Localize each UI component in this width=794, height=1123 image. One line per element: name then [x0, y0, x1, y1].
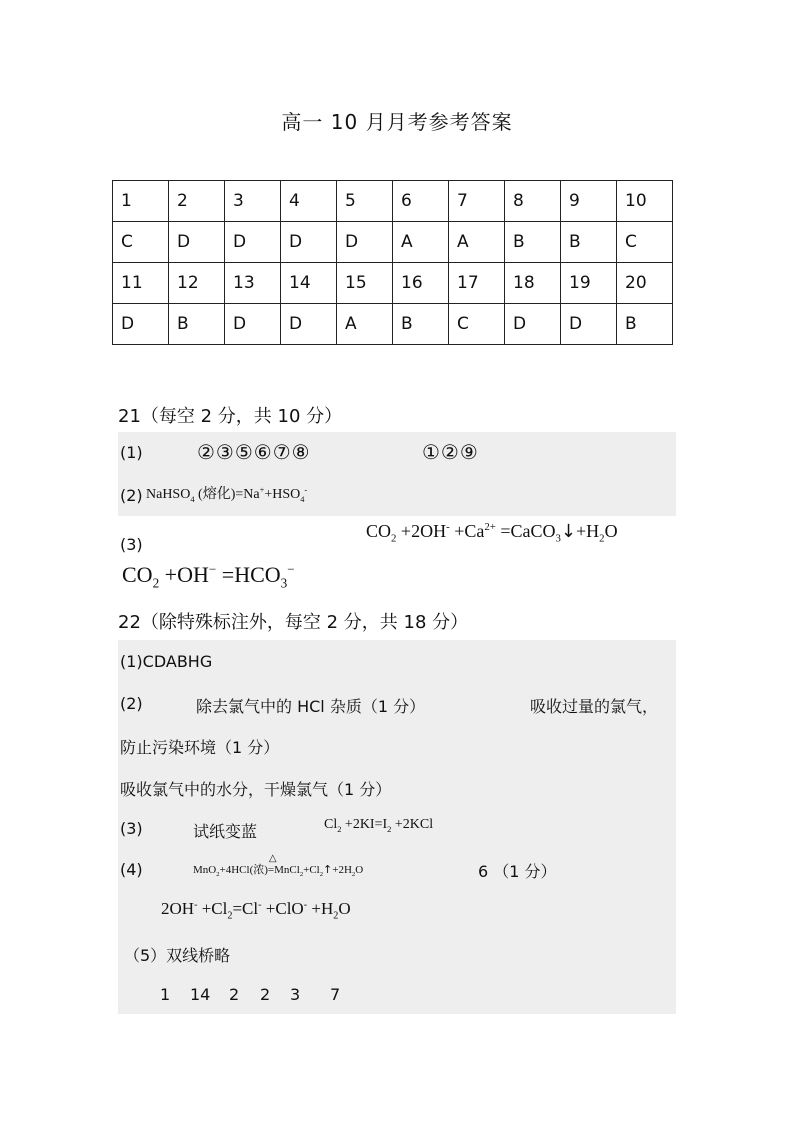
question-number-cell: 14 [281, 263, 337, 304]
q22-p3-label: (3) [120, 819, 143, 838]
q21-p1-answer-b: ①②⑨ [422, 440, 479, 464]
answer-cell: D [337, 222, 393, 263]
answer-row [113, 263, 673, 304]
answer-row [113, 222, 673, 263]
question-number-cell: 15 [337, 263, 393, 304]
q22-p3-answer-a: 试纸变蓝 [193, 822, 258, 841]
q21-p3-equation-2: $CO_2 +OH^- =HCO_3^-$ [122, 561, 295, 591]
q22-p5-label: （5）双线桥略 [124, 946, 231, 965]
q22-p2-answer-b: 吸收过量的氯气， [530, 697, 659, 716]
q22-header: 22（除特殊标注外，每空 2 分，共 18 分） [118, 612, 469, 633]
answer-cell: B [169, 304, 225, 345]
q22-p4-equation-2: $2OH^- +Cl_2=Cl^- +ClO^- +H_2O$ [161, 899, 351, 922]
q21-p3-label: (3) [120, 535, 143, 554]
q21-p1-answer-a: ②③⑤⑥⑦⑧ [197, 440, 311, 464]
answer-cell: A [393, 222, 449, 263]
answer-cell: D [561, 304, 617, 345]
question-number-cell: 16 [393, 263, 449, 304]
q21-p3-equation-1: $CO_2 +2OH^- +Ca^{2+}$ $=CaCO_3↓+H_2O$ [366, 521, 618, 545]
question-number-cell: 19 [561, 263, 617, 304]
answer-cell: C [617, 222, 673, 263]
q22-p2-label: (2) [120, 694, 143, 713]
q22-p4-equation: MnO$_2$+4HCl(浓) △ $=MnCl_2+Cl_2↑+2H_2O$ [193, 853, 364, 879]
q22-p5-num-1: 1 [160, 985, 171, 1004]
answer-cell: C [449, 304, 505, 345]
question-number-cell: 4 [281, 181, 337, 222]
question-number-cell: 17 [449, 263, 505, 304]
answer-cell: C [113, 222, 169, 263]
answer-cell: D [281, 222, 337, 263]
question-number-cell: 1 [113, 181, 169, 222]
answer-cell: D [113, 304, 169, 345]
answer-cell: B [561, 222, 617, 263]
question-number-cell: 10 [617, 181, 673, 222]
answer-cell: D [169, 222, 225, 263]
q22-p5-num-2: 14 [190, 985, 211, 1004]
q21-p1-label: (1) [120, 443, 143, 462]
question-number-cell: 3 [225, 181, 281, 222]
q22-p4-score: 6 （1 分） [478, 862, 557, 881]
question-number-cell: 13 [225, 263, 281, 304]
q22-p2-answer-c: 吸收氯气中的水分，干燥氯气（1 分） [120, 780, 392, 799]
question-number-cell: 5 [337, 181, 393, 222]
question-number-cell: 11 [113, 263, 169, 304]
answer-cell: D [281, 304, 337, 345]
answer-cell: D [505, 304, 561, 345]
q22-p5-num-6: 7 [330, 985, 341, 1004]
q22-p4-label: (4) [120, 860, 143, 879]
answer-cell: B [617, 304, 673, 345]
q22-p5-num-3: 2 [229, 985, 240, 1004]
question-number-cell: 9 [561, 181, 617, 222]
answer-cell: B [505, 222, 561, 263]
question-number-cell: 6 [393, 181, 449, 222]
q21-header: 21（每空 2 分，共 10 分） [118, 406, 343, 427]
question-number-cell: 18 [505, 263, 561, 304]
q22-p1: (1)CDABHG [120, 652, 213, 671]
answer-cell: A [337, 304, 393, 345]
q22-p5-num-5: 3 [290, 985, 301, 1004]
answer-cell: B [393, 304, 449, 345]
answer-cell: D [225, 304, 281, 345]
question-number-cell: 8 [505, 181, 561, 222]
answer-row [113, 181, 673, 222]
page-title: 高一 10 月月考参考答案 [281, 110, 513, 134]
q22-p2-answer-a: 除去氯气中的 HCl 杂质（1 分） [196, 697, 426, 716]
question-number-cell: 2 [169, 181, 225, 222]
q22-p2-answer-b-cont: 防止污染环境（1 分） [120, 738, 280, 757]
question-number-cell: 20 [617, 263, 673, 304]
q22-p5-num-4: 2 [260, 985, 271, 1004]
question-number-cell: 12 [169, 263, 225, 304]
question-number-cell: 7 [449, 181, 505, 222]
q22-p3-equation: $Cl_2 +2KI=I_2 +2KCl$ [324, 817, 434, 834]
answer-cell: A [449, 222, 505, 263]
q21-p2-label: (2) [120, 486, 143, 505]
answer-row [113, 304, 673, 345]
answer-table [112, 180, 673, 345]
q21-p2-equation: NaHSO$_4$ (熔化)$=Na^++HSO_4^-$ [146, 485, 308, 504]
answer-cell: D [225, 222, 281, 263]
